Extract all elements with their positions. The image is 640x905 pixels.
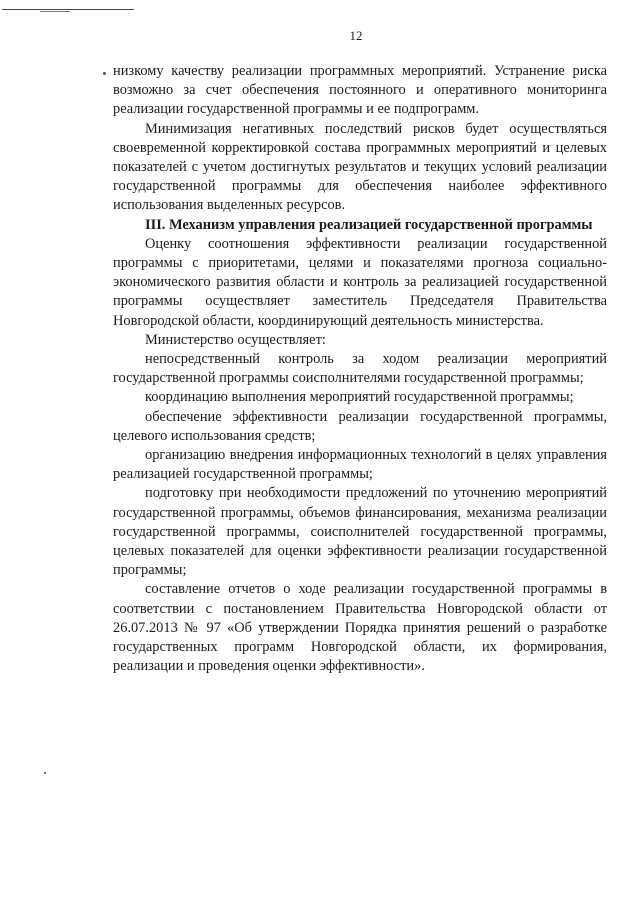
paragraph: Минимизация негативных последствий рисков будет осуществляться своевременной корректировкой состава программных мероприятий и целевых показателей с учетом достигнутых результатов и текущих условий реализации государственной программы для обеспечения наиболее эффективного использования выделенных ресурсов. xyxy=(113,120,607,214)
list-item: подготовку при необходимости предложений по уточнению мероприятий государственной программы, объемов финансирования, механизма реализации государственной программы, соисполнителей государственной программы, целевых показателей для оценки эффективности реализации государственной программы; xyxy=(113,485,607,579)
scan-artifact-line xyxy=(40,11,70,12)
scan-artifact-dot xyxy=(103,72,106,75)
list-item: организацию внедрения информационных технологий в целях управления реализацией государственной программы; xyxy=(113,447,607,483)
document-body xyxy=(113,62,607,677)
paragraph: Оценку соотношения эффективности реализации государственной программы с приоритетами, целями и показателями прогноза социально-экономического развития области и контроль за реализацией государственной программы осуществляет заместитель Председателя Правительства Новгородской области, координирующий деятельность министерства. xyxy=(113,235,607,329)
section-heading: III. Механизм управления реализацией государственной программы xyxy=(145,216,593,233)
scan-artifact-line xyxy=(2,9,134,10)
page-number: 12 xyxy=(349,28,363,43)
paragraph-continuation: низкому качеству реализации программных мероприятий. Устранение риска возможно за счет обеспечения постоянного и оперативного мониторинга реализации государственной программы и ее подпрограмм. xyxy=(113,63,607,118)
list-item: координацию выполнения мероприятий государственной программы; xyxy=(145,389,574,406)
list-item: непосредственный контроль за ходом реализации мероприятий государственной программы соисполнителями государственной программы; xyxy=(113,351,607,387)
list-item: обеспечение эффективности реализации государственной программы, целевого использования средств; xyxy=(113,408,607,444)
scan-artifact-speck xyxy=(44,772,46,774)
paragraph: Министерство осуществляет: xyxy=(145,331,326,348)
list-item: составление отчетов о ходе реализации государственной программы в соответствии с постановлением Правительства Новгородской области от 26.07.2013 № 97 «Об утверждении Порядка принятия решений о разработке государственных программ Новгородской области, их формирования, реализации и проведения оценки эффективности». xyxy=(113,581,607,675)
